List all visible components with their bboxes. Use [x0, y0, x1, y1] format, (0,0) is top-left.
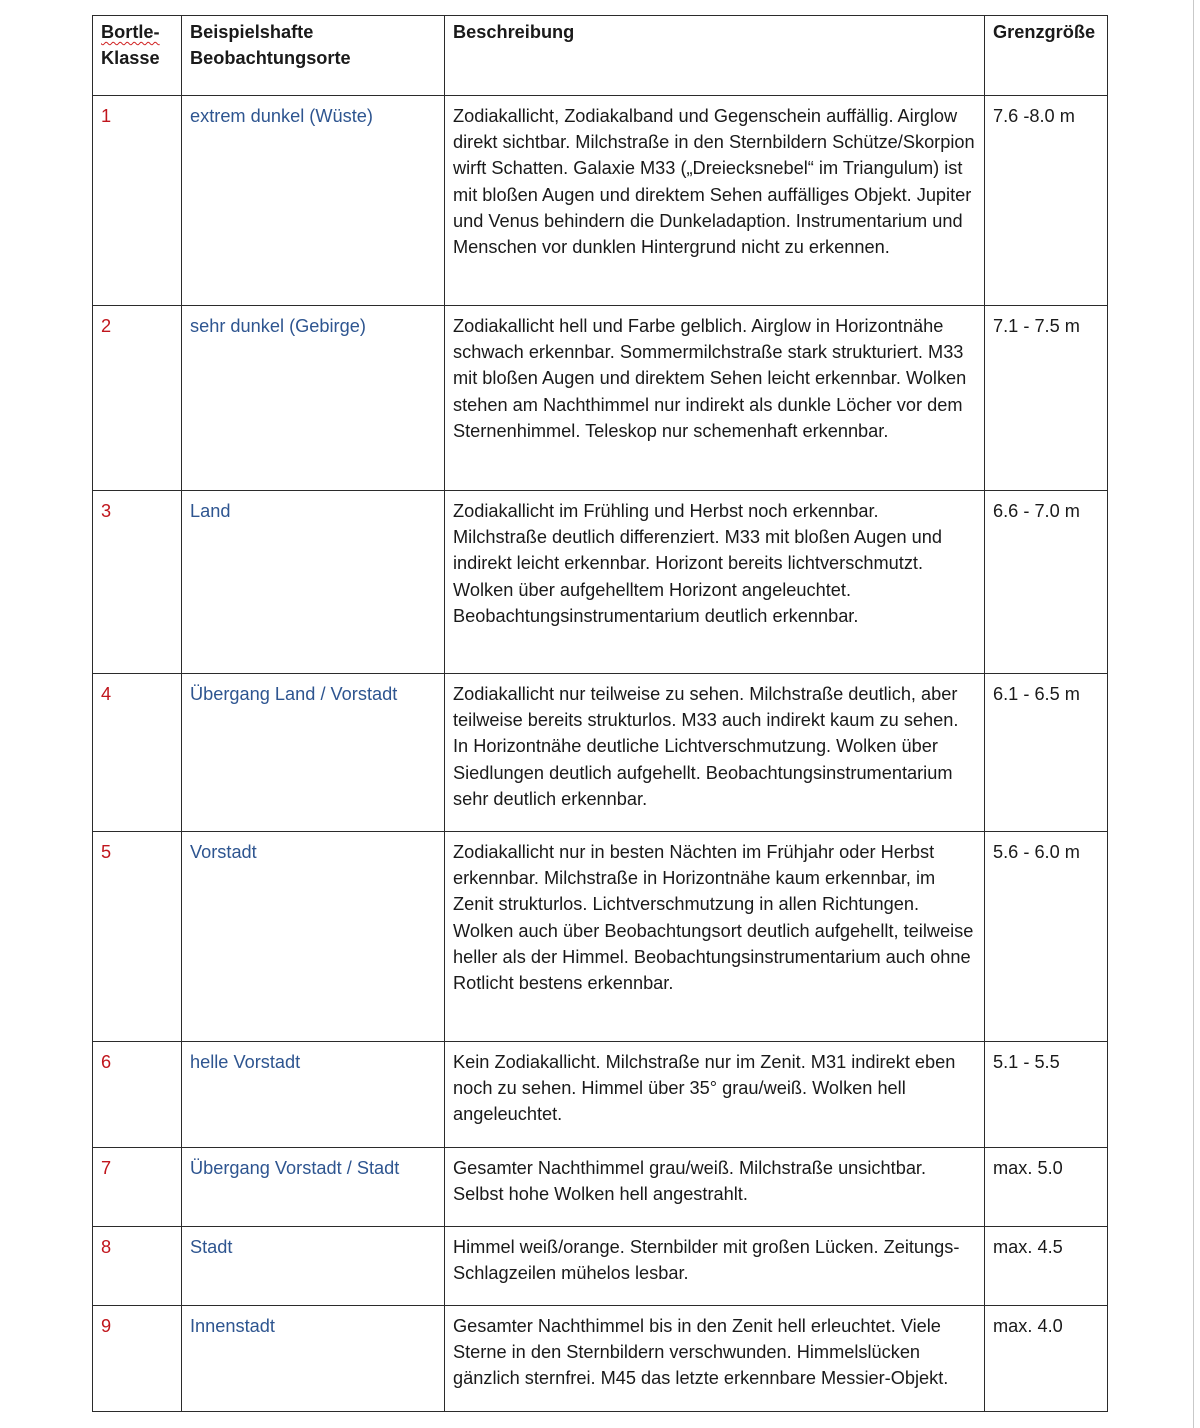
- location-cell: Land: [182, 491, 445, 674]
- description-cell: Zodiakallicht, Zodiakalband und Gegenschein auffällig. Airglow direkt sichtbar. Milchstraße in den Sternbildern Schütze/Skorpion wirft Schatten. Galaxie M33 („Dreiecksnebel“ im Triangulum) ist mit bloßen Augen und direktem Sehen auffälliges Objekt. Jupiter und Venus behindern die Dunkeladaption. Instrumentarium und Menschen vor dunklen Hintergrund nicht zu erkennen.: [445, 96, 985, 306]
- table-row: [93, 1227, 1108, 1306]
- bortle-class-cell: 6: [93, 1042, 182, 1148]
- header-example-locations: [182, 16, 445, 96]
- table-row: [93, 1042, 1108, 1148]
- bortle-class-cell: 9: [93, 1306, 182, 1412]
- location-cell: Übergang Land / Vorstadt: [182, 674, 445, 832]
- bortle-class-cell: 2: [93, 306, 182, 491]
- magnitude-cell: max. 5.0: [985, 1148, 1108, 1227]
- location-cell: helle Vorstadt: [182, 1042, 445, 1148]
- magnitude-cell: 6.6 - 7.0 m: [985, 491, 1108, 674]
- header-example-locations-line2: Beobachtungsorte: [190, 48, 351, 69]
- bortle-class-cell: 1: [93, 96, 182, 306]
- magnitude-cell: 7.6 -8.0 m: [985, 96, 1108, 306]
- magnitude-cell: 5.1 - 5.5: [985, 1042, 1108, 1148]
- description-cell: Kein Zodiakallicht. Milchstraße nur im Zenit. M31 indirekt eben noch zu sehen. Himmel über 35° grau/weiß. Wolken hell angeleuchtet.: [445, 1042, 985, 1148]
- magnitude-cell: 5.6 - 6.0 m: [985, 832, 1108, 1042]
- description-cell: Zodiakallicht nur in besten Nächten im Frühjahr oder Herbst erkennbar. Milchstraße in Horizontnähe kaum erkennbar, im Zenit strukturlos. Lichtverschmutzung in allen Richtungen. Wolken auch über Beobachtungsort deutlich aufgehellt, teilweise heller als der Himmel. Beobachtungsinstrumentarium auch ohne Rotlicht bestens erkennbar.: [445, 832, 985, 1042]
- magnitude-cell: max. 4.0: [985, 1306, 1108, 1412]
- header-example-locations-line1: Beispielshafte: [190, 22, 314, 42]
- bortle-class-cell: 8: [93, 1227, 182, 1306]
- location-cell: extrem dunkel (Wüste): [182, 96, 445, 306]
- table-row: [93, 832, 1108, 1042]
- page-right-edge: [1193, 0, 1194, 1428]
- header-bortle-class: [93, 16, 182, 96]
- table-header-row: [93, 16, 1108, 96]
- table-row: [93, 306, 1108, 491]
- header-description: Beschreibung: [445, 16, 985, 96]
- table-row: [93, 1306, 1108, 1412]
- header-bortle-class-line1: Bortle-: [101, 22, 160, 42]
- bortle-class-cell: 4: [93, 674, 182, 832]
- header-bortle-class-line2: Klasse: [101, 48, 160, 69]
- table-row: [93, 674, 1108, 832]
- location-cell: sehr dunkel (Gebirge): [182, 306, 445, 491]
- table-row: [93, 1148, 1108, 1227]
- location-cell: Stadt: [182, 1227, 445, 1306]
- bortle-class-cell: 7: [93, 1148, 182, 1227]
- table-row: [93, 96, 1108, 306]
- description-cell: Zodiakallicht hell und Farbe gelblich. Airglow in Horizontnähe schwach erkennbar. Sommermilchstraße stark strukturiert. M33 mit bloßen Augen und direktem Sehen leicht erkennbar. Wolken stehen am Nachthimmel nur indirekt als dunkle Löcher vor dem Sternenhimmel. Teleskop nur schemenhaft erkennbar.: [445, 306, 985, 491]
- description-cell: Himmel weiß/orange. Sternbilder mit großen Lücken. Zeitungs-Schlagzeilen mühelos lesbar.: [445, 1227, 985, 1306]
- table-row: [93, 491, 1108, 674]
- description-cell: Zodiakallicht im Frühling und Herbst noch erkennbar. Milchstraße deutlich differenziert. M33 mit bloßen Augen und indirekt leicht erkennbar. Horizont bereits lichtverschmutzt. Wolken über aufgehelltem Horizont angeleuchtet. Beobachtungsinstrumentarium deutlich erkennbar.: [445, 491, 985, 674]
- description-cell: Gesamter Nachthimmel bis in den Zenit hell erleuchtet. Viele Sterne in den Sternbildern verschwunden. Himmelslücken gänzlich sternfrei. M45 das letzte erkennbare Messier-Objekt.: [445, 1306, 985, 1412]
- magnitude-cell: 6.1 - 6.5 m: [985, 674, 1108, 832]
- description-cell: Gesamter Nachthimmel grau/weiß. Milchstraße unsichtbar. Selbst hohe Wolken hell angestrahlt.: [445, 1148, 985, 1227]
- bortle-scale-table: [92, 15, 1108, 1412]
- location-cell: Innenstadt: [182, 1306, 445, 1412]
- magnitude-cell: 7.1 - 7.5 m: [985, 306, 1108, 491]
- location-cell: Vorstadt: [182, 832, 445, 1042]
- header-limiting-magnitude: Grenzgröße: [985, 16, 1108, 96]
- description-cell: Zodiakallicht nur teilweise zu sehen. Milchstraße deutlich, aber teilweise bereits strukturlos. M33 auch indirekt kaum zu sehen. In Horizontnähe deutliche Lichtverschmutzung. Wolken über Siedlungen deutlich aufgehellt. Beobachtungsinstrumentarium sehr deutlich erkennbar.: [445, 674, 985, 832]
- magnitude-cell: max. 4.5: [985, 1227, 1108, 1306]
- location-cell: Übergang Vorstadt / Stadt: [182, 1148, 445, 1227]
- bortle-class-cell: 3: [93, 491, 182, 674]
- bortle-class-cell: 5: [93, 832, 182, 1042]
